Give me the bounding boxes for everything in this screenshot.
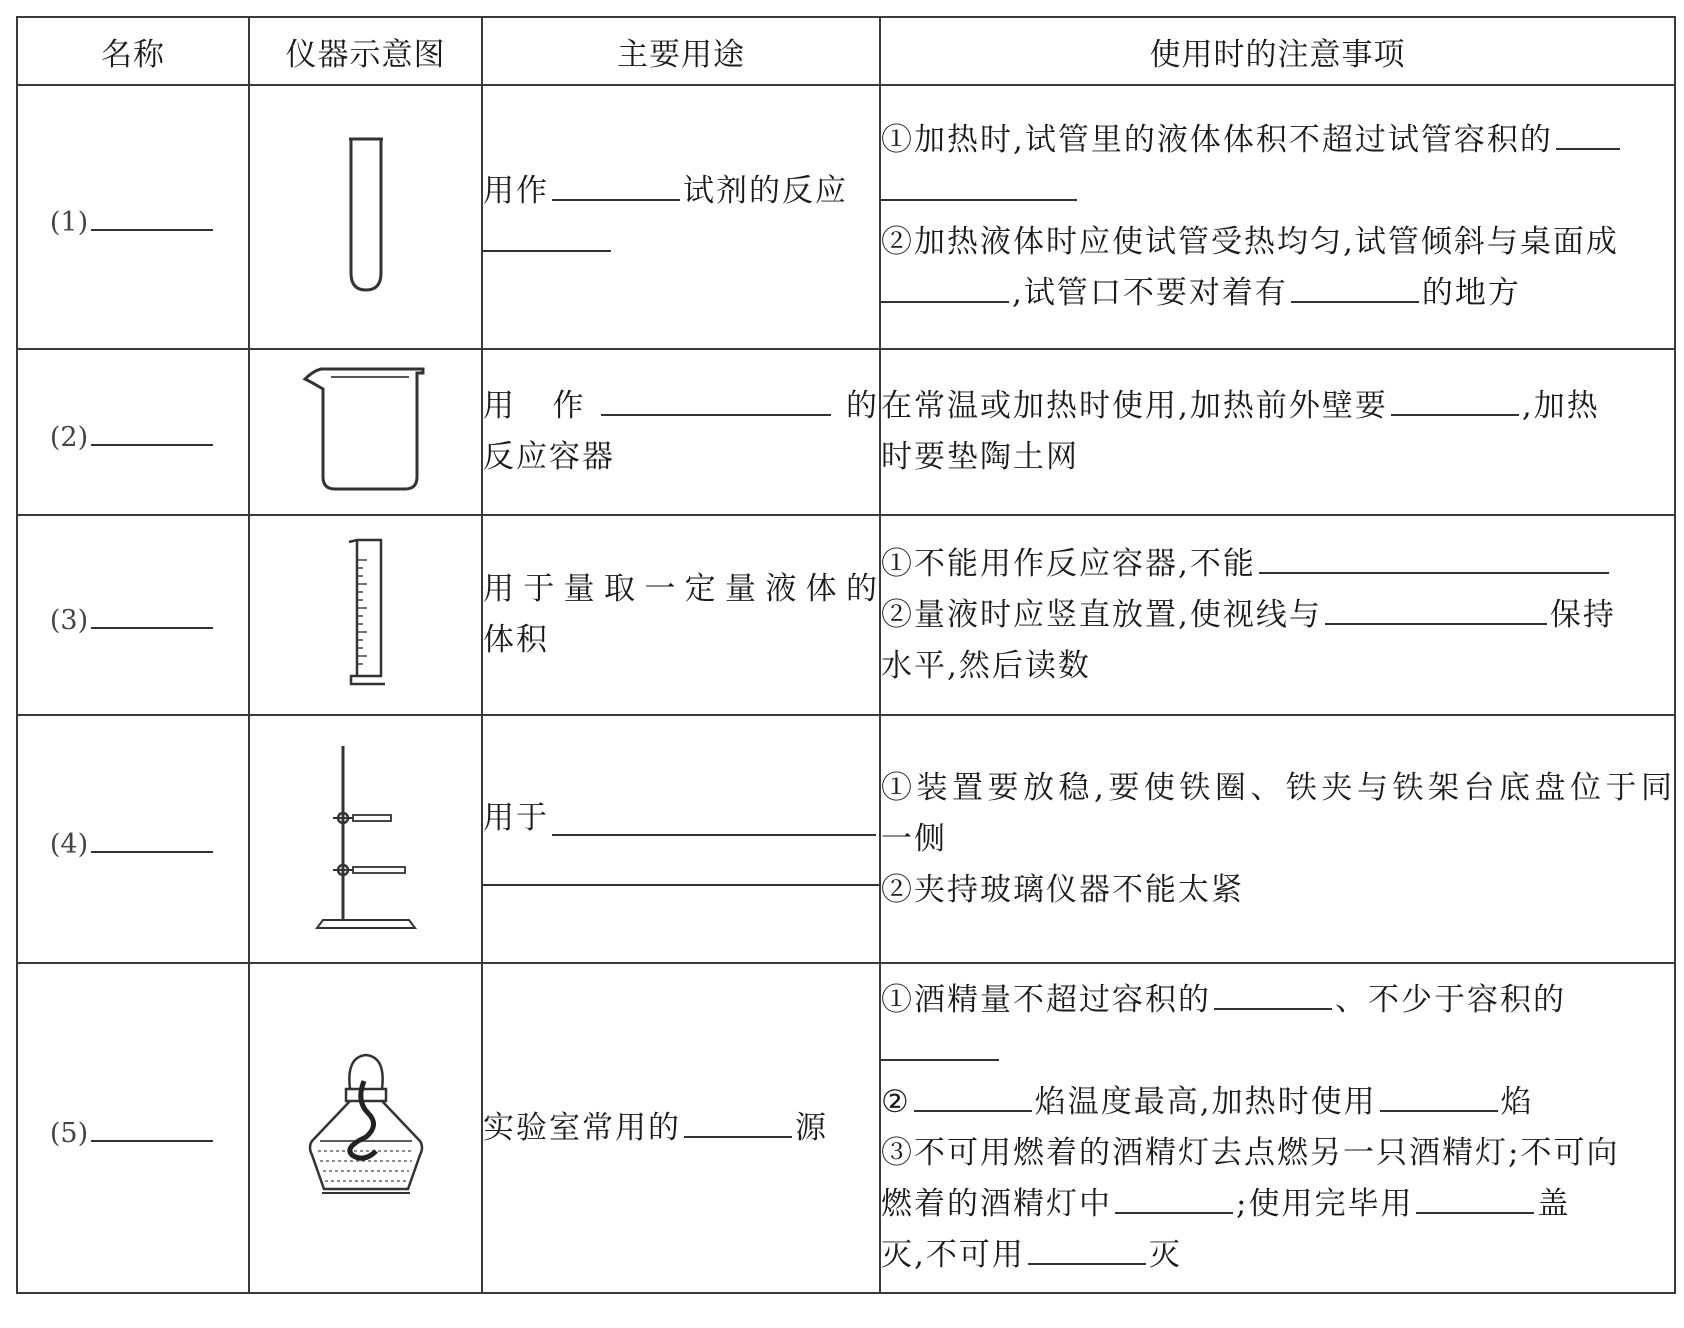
note-text: ②夹持玻璃仪器不能太紧 [881,871,1244,908]
note-text: 灭,不可用 [881,1237,1025,1273]
answer-blank[interactable] [1028,1231,1146,1265]
use-text: 实验室常用的 [483,1109,681,1146]
table-row [17,715,1675,963]
answer-blank[interactable] [1214,976,1332,1010]
header-notes: 使用时的注意事项 [880,17,1675,85]
note-text: 的地方 [1421,275,1521,311]
answer-blank[interactable] [1259,540,1609,574]
answer-blank[interactable] [552,167,680,201]
note-text: ,加热 [1521,388,1600,424]
answer-blank[interactable] [1556,116,1620,150]
note-text: ①加热时,试管里的液体体积不超过试管容积的 [881,122,1553,158]
use-text: 用于量取一定量液体的 [483,571,879,607]
diagram-cell [249,515,482,715]
use-text: 的 [833,388,880,424]
header-use: 主要用途 [482,17,880,85]
use-cell [482,715,880,963]
answer-blank[interactable] [483,218,611,252]
note-text: ② [881,1084,911,1120]
answer-blank[interactable] [91,197,213,231]
header-row [17,17,1675,85]
diagram-cell [249,715,482,963]
row-number: (2) [49,421,89,453]
name-cell [17,85,249,349]
answer-blank[interactable] [684,1104,792,1138]
notes-cell [880,85,1675,349]
instrument-table [16,16,1676,1294]
header-diagram: 仪器示意图 [249,17,482,85]
use-text: 体积 [483,622,549,658]
note-text: 、不少于容积的 [1335,982,1566,1018]
answer-blank[interactable] [483,844,879,886]
answer-blank[interactable] [1115,1180,1233,1214]
note-text: ①不能用作反应容器,不能 [881,545,1256,582]
use-cell [482,349,880,515]
note-text: 燃着的酒精灯中 [881,1186,1112,1222]
notes-cell [880,715,1675,963]
alcohol-lamp-icon [306,1051,426,1201]
answer-blank[interactable] [1380,1078,1498,1112]
note-line [881,975,1674,1026]
answer-blank[interactable] [881,167,1077,201]
table-row [17,349,1675,515]
note-text: 在常温或加热时使用,加热前外壁要 [881,388,1388,424]
use-cell [482,963,880,1293]
answer-blank[interactable] [881,269,1009,303]
note-text: ②量液时应竖直放置,使视线与 [881,596,1322,633]
note-text: 盖 [1537,1186,1571,1222]
name-cell [17,963,249,1293]
name-cell [17,715,249,963]
row-number: (3) [49,604,89,636]
answer-blank[interactable] [91,819,213,853]
table-row [17,515,1675,715]
use-cell [482,515,880,715]
note-text: 水平,然后读数 [881,647,1091,684]
test-tube-icon [336,135,396,295]
use-line [483,381,879,432]
note-text: 焰 [1500,1084,1534,1120]
note-text: 时要垫陶土网 [881,439,1079,475]
answer-blank[interactable] [91,412,213,446]
note-text: ②加热液体时应使试管受热均匀,试管倾斜与桌面成 [881,224,1619,260]
use-line [483,793,879,844]
answer-blank[interactable] [1325,591,1547,625]
answer-blank[interactable] [914,1078,1032,1112]
answer-blank[interactable] [552,802,876,836]
header-name: 名称 [17,17,249,85]
answer-blank[interactable] [601,382,831,416]
notes-cell [880,515,1675,715]
note-text: ③不可用燃着的酒精灯去点燃另一只酒精灯;不可向 [881,1135,1620,1171]
note-text: 焰温度最高,加热时使用 [1034,1084,1377,1120]
notes-cell [880,349,1675,515]
answer-blank[interactable] [91,595,213,629]
table-row [17,85,1675,349]
use-text: 试剂的反应 [683,173,848,209]
note-text: 保持 [1549,596,1616,633]
note-text: ①酒精量不超过容积的 [881,982,1211,1018]
note-text: ①装置要放稳,要使铁圈、铁夹与铁架台底盘位于同 [881,769,1674,806]
answer-blank[interactable] [91,1108,213,1142]
note-text: 一侧 [881,820,947,857]
diagram-cell [249,349,482,515]
diagram-cell [249,963,482,1293]
use-text: 用于 [483,799,549,836]
row-number: (4) [49,828,89,860]
row-number: (5) [49,1117,89,1149]
table-row [17,963,1675,1293]
name-cell [17,515,249,715]
graduated-cylinder-icon [341,536,391,691]
answer-blank[interactable] [1416,1180,1534,1214]
row-number: (1) [49,206,89,238]
use-cell [482,85,880,349]
use-text: 源 [795,1109,828,1146]
use-text: 用作 [483,173,549,209]
answer-blank[interactable] [1391,382,1519,416]
answer-blank[interactable] [881,1027,999,1061]
name-cell [17,349,249,515]
answer-blank[interactable] [1291,269,1419,303]
notes-cell [880,963,1675,1293]
note-text: ,试管口不要对着有 [1012,275,1288,311]
note-text: 灭 [1148,1237,1182,1273]
diagram-cell [249,85,482,349]
use-text: 用 作 [483,388,598,424]
use-text: 反应容器 [483,439,615,475]
note-text: ;使用完毕用 [1236,1186,1414,1222]
beaker-icon [301,365,431,495]
iron-stand-icon [311,742,421,932]
